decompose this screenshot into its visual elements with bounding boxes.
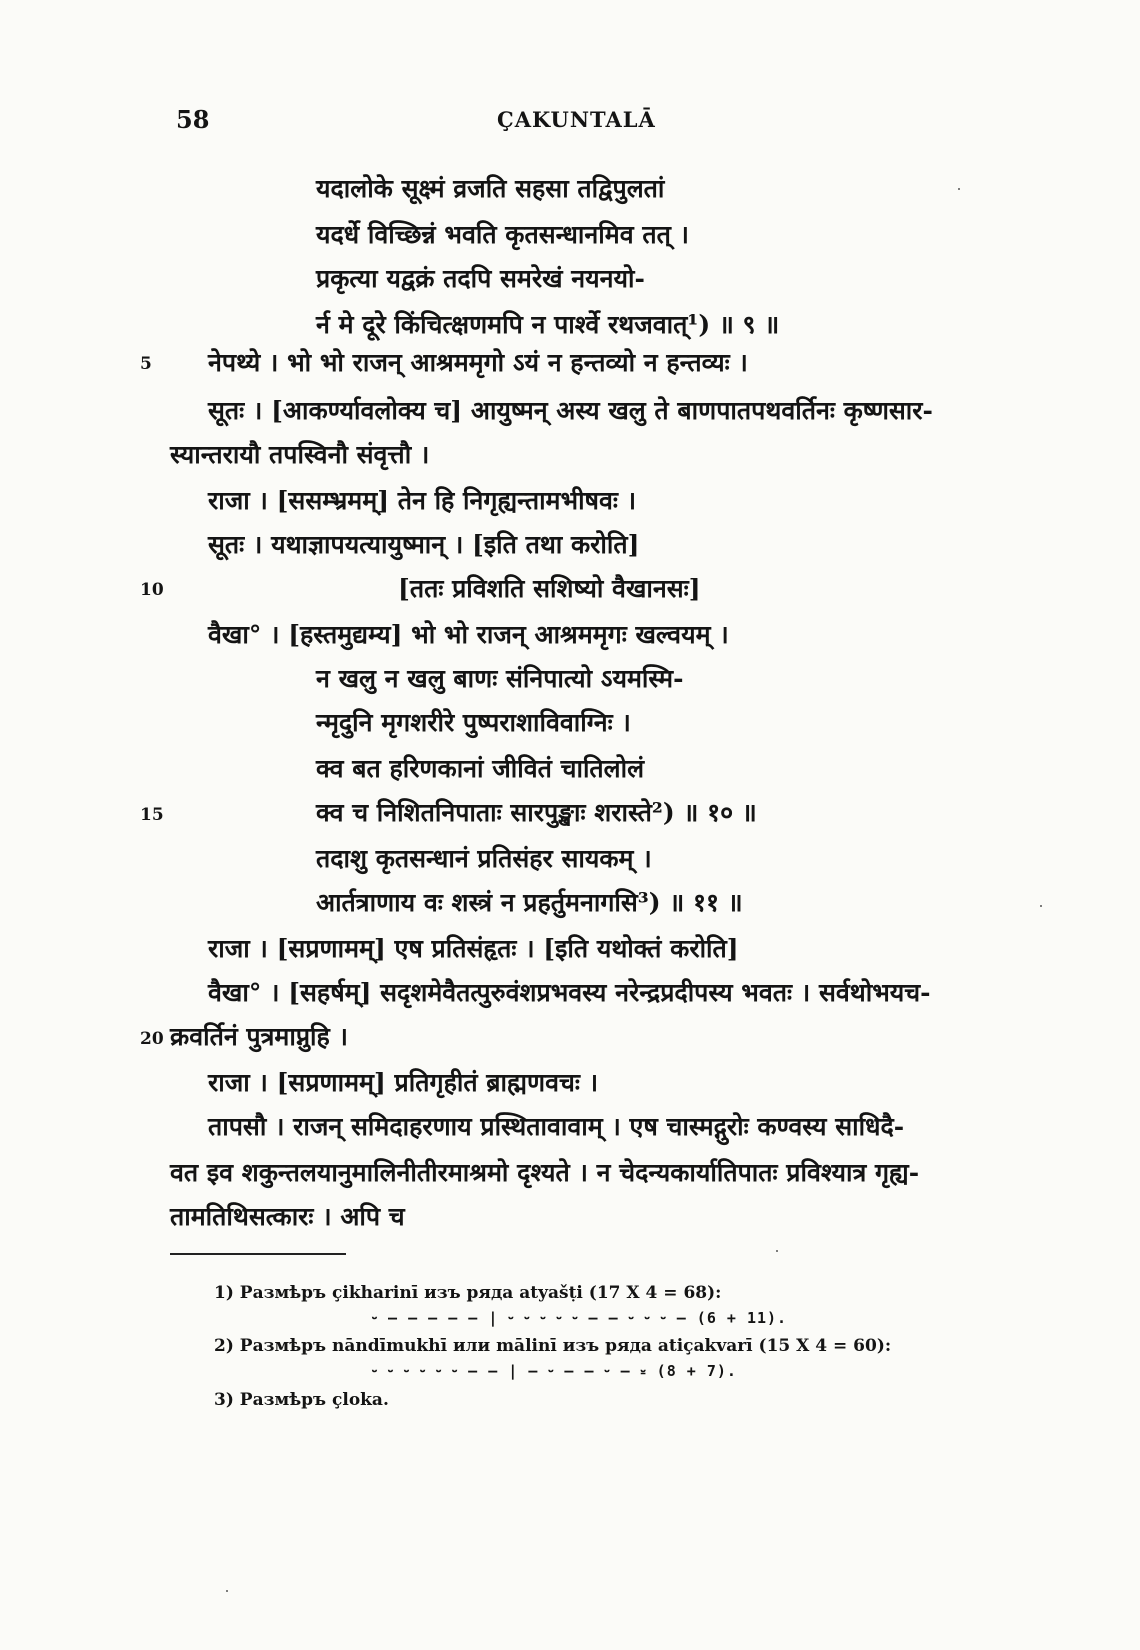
verse-line: क्व बत हरिणकानां जीवितं चातिलोलं	[316, 754, 645, 783]
prose-line: नेपथ्ये । भो भो राजन् आश्रममृगो ऽयं न हन्तव्यो न हन्तव्यः ।	[208, 348, 748, 377]
verse-line: न खलु न खलु बाणः संनिपात्यो ऽयमस्मि-	[316, 664, 684, 693]
paper-speck	[226, 1590, 228, 1592]
line-number: 15	[140, 805, 164, 825]
verse-line: आर्तत्राणाय वः शस्त्रं न प्रहर्तुमनागसि³) ॥ ११ ॥	[316, 888, 743, 917]
verse-line: तदाशु कृतसन्धानं प्रतिसंहर सायकम् ।	[316, 844, 652, 873]
prose-line: वत इव शकुन्तलयानुमालिनीतीरमाश्रमो दृश्यते । न चेदन्यकार्यातिपातः प्रविश्यात्र गृह्य-	[170, 1158, 920, 1187]
prose-line: राजा । [ससम्भ्रमम्] तेन हि निगृह्यन्तामभीषवः ।	[208, 486, 637, 515]
prose-line: स्यान्तरायौ तपस्विनौ संवृत्तौ ।	[170, 440, 430, 469]
page-number: 58	[176, 105, 210, 134]
verse-line: र्न मे दूरे किंचित्क्षणमपि न पार्श्वे रथजवात्¹) ॥ ९ ॥	[316, 310, 780, 339]
prose-line: तामतिथिसत्कारः । अपि च	[170, 1202, 405, 1231]
prose-line: राजा । [सप्रणामम्] प्रतिगृहीतं ब्राह्मणवचः ।	[208, 1068, 599, 1097]
verse-line: क्व च निशितनिपाताः सारपुङ्खाः शरास्ते²) ॥ १० ॥	[316, 798, 757, 827]
prose-line: वैखा° । [हस्तमुद्यम्य] भो भो राजन् आश्रममृगः खल्वयम् ।	[208, 620, 729, 649]
prose-line: तापसौ । राजन् समिदाहरणाय प्रस्थितावावाम् । एष चास्मद्गुरोः कण्वस्य साधिदै-	[208, 1112, 905, 1141]
footnote-1-metre: ⏑ – – – – – | ⏑ ⏑ ⏑ ⏑ ⏑ – – ⏑ ⏑ ⏑ – (6 + 11).	[372, 1309, 788, 1327]
footnote-1: 1) Размѣръ çikharinī изъ ряда atyašṭi (17 X 4 = 68):	[214, 1283, 722, 1303]
prose-line: वैखा° । [सहर्षम्] सदृशमेवैतत्पुरुवंशप्रभवस्य नरेन्द्रप्रदीपस्य भवतः । सर्वथोभयच-	[208, 978, 931, 1007]
footnote-rule	[170, 1253, 346, 1255]
verse-line: यदर्धे विच्छिन्नं भवति कृतसन्धानमिव तत् ।	[316, 220, 689, 249]
prose-line: सूतः । [आकर्ण्यावलोक्य च] आयुष्मन् अस्य खलु ते बाणपातपथवर्तिनः कृष्णसार-	[208, 396, 933, 425]
footnote-3: 3) Размѣръ çloka.	[214, 1390, 389, 1410]
verse-line: प्रकृत्या यद्वक्रं तदपि समरेखं नयनयो-	[316, 264, 645, 293]
prose-line: राजा । [सप्रणामम्] एष प्रतिसंहृतः । [इति यथोक्तं करोति]	[208, 934, 739, 963]
stage-direction: [ततः प्रविशति सशिष्यो वैखानसः]	[398, 574, 701, 603]
footnote-2-metre: ⏑ ⏑ ⏑ ⏑ ⏑ ⏑ – – | – ⏑ – – ⏑ – ⏓ (8 + 7).	[372, 1362, 737, 1380]
running-title: ÇAKUNTALĀ	[497, 107, 656, 132]
prose-line: क्रवर्तिनं पुत्रमाप्नुहि ।	[170, 1022, 348, 1051]
line-number: 20	[140, 1029, 164, 1049]
line-number: 10	[140, 580, 164, 600]
paper-speck	[958, 188, 960, 190]
verse-line: न्मृदुनि मृगशरीरे पुष्पराशाविवाग्निः ।	[316, 708, 631, 737]
prose-line: सूतः । यथाज्ञापयत्यायुष्मान् । [इति तथा करोति]	[208, 530, 640, 559]
verse-line: यदालोके सूक्ष्मं व्रजति सहसा तद्विपुलतां	[316, 174, 665, 203]
paper-speck	[776, 1250, 778, 1252]
page-header	[0, 105, 1140, 145]
line-number: 5	[140, 354, 152, 374]
footnote-2: 2) Размѣръ nāndīmukhī или mālinī изъ ряда atiçakvarī (15 X 4 = 60):	[214, 1336, 892, 1356]
paper-speck	[1040, 905, 1042, 907]
